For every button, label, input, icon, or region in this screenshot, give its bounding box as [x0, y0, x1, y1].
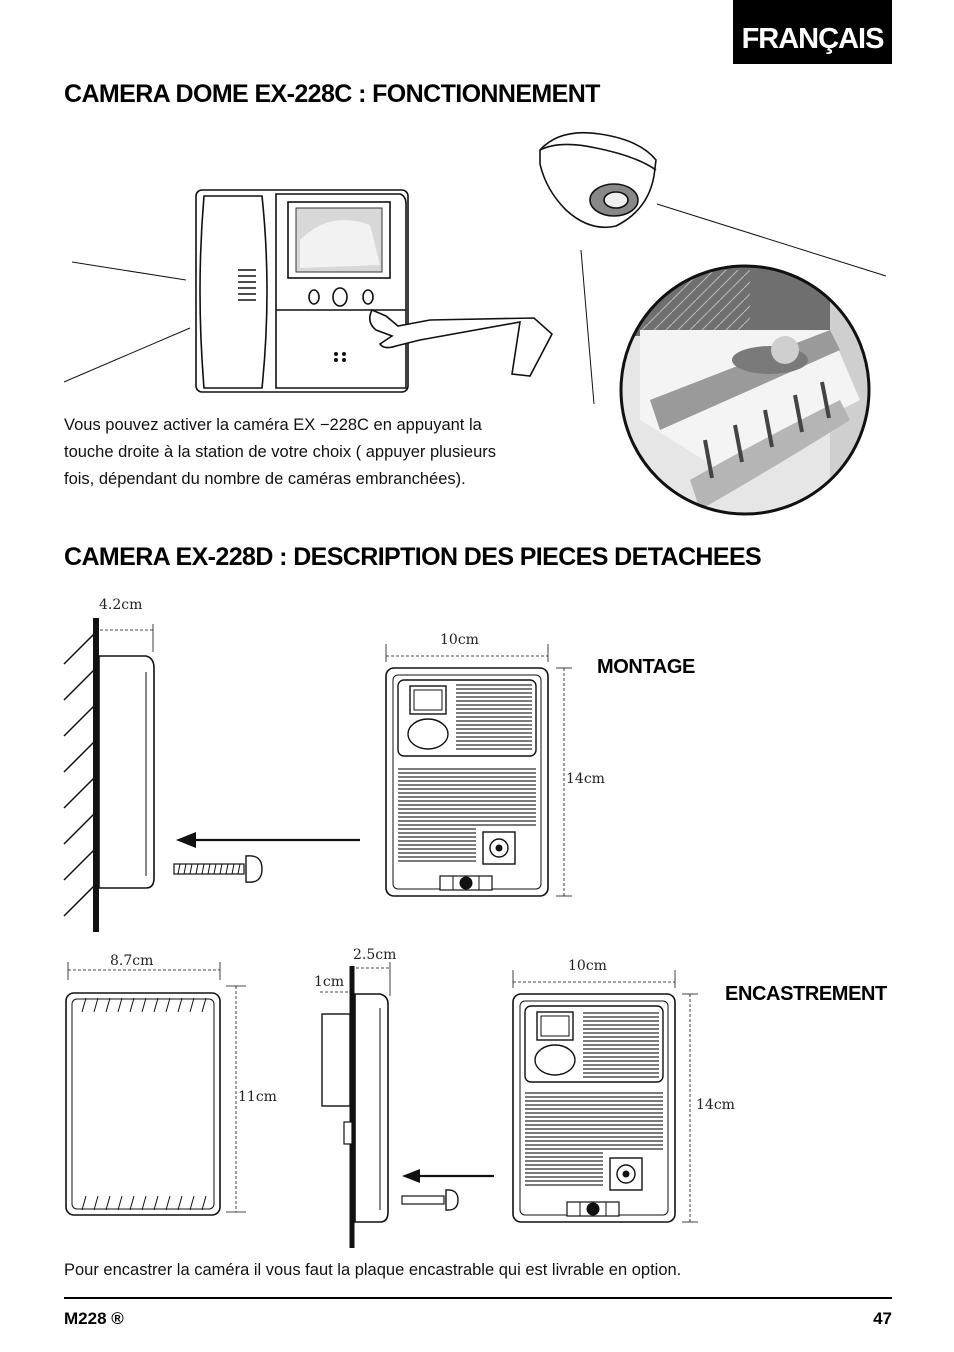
operation-paragraph	[64, 412, 584, 493]
dim-flush-depth: 2.5cm	[353, 947, 397, 963]
paragraph-line: fois, dépendant du nombre de caméras embranchées).	[64, 470, 466, 488]
front-panel-encastrement	[513, 970, 698, 1222]
section-title-parts: CAMERA EX-228D : DESCRIPTION DES PIECES DETACHEES	[64, 543, 762, 571]
encastrement-label: ENCASTREMENT	[725, 983, 887, 1005]
dim-side-depth: 4.2cm	[99, 597, 143, 613]
dim-front-height-bottom: 14cm	[696, 1097, 735, 1113]
dim-front-width-bottom: 10cm	[568, 958, 607, 974]
dim-flush-inset: 1cm	[314, 974, 345, 990]
page-number: 47	[873, 1309, 892, 1328]
footer-model: M228 ®	[64, 1309, 124, 1328]
language-tab: FRANÇAIS	[733, 0, 892, 64]
paragraph-line: touche droite à la station de votre choix ( appuyer plusieurs	[64, 443, 496, 461]
flush-plate-diagram	[66, 962, 246, 1215]
wall-diagram	[64, 618, 360, 932]
paragraph-line: Vous pouvez activer la caméra EX −228C en appuyant la	[64, 416, 482, 434]
footer-divider	[64, 1297, 892, 1299]
section-title-operation: CAMERA DOME EX-228C : FONCTIONNEMENT	[64, 80, 600, 108]
camera-view-photo	[620, 266, 870, 516]
flush-side-diagram	[320, 962, 494, 1248]
dim-front-height-top: 14cm	[566, 771, 605, 787]
monitor-station-illustration	[64, 190, 552, 392]
flush-mount-note: Pour encastrer la caméra il vous faut la plaque encastrable qui est livrable en option.	[64, 1261, 682, 1279]
montage-label: MONTAGE	[597, 656, 695, 678]
front-panel-montage	[386, 644, 572, 896]
dim-plate-height: 11cm	[238, 1089, 277, 1105]
dim-front-width-top: 10cm	[440, 632, 479, 648]
dim-plate-width: 8.7cm	[110, 953, 154, 969]
